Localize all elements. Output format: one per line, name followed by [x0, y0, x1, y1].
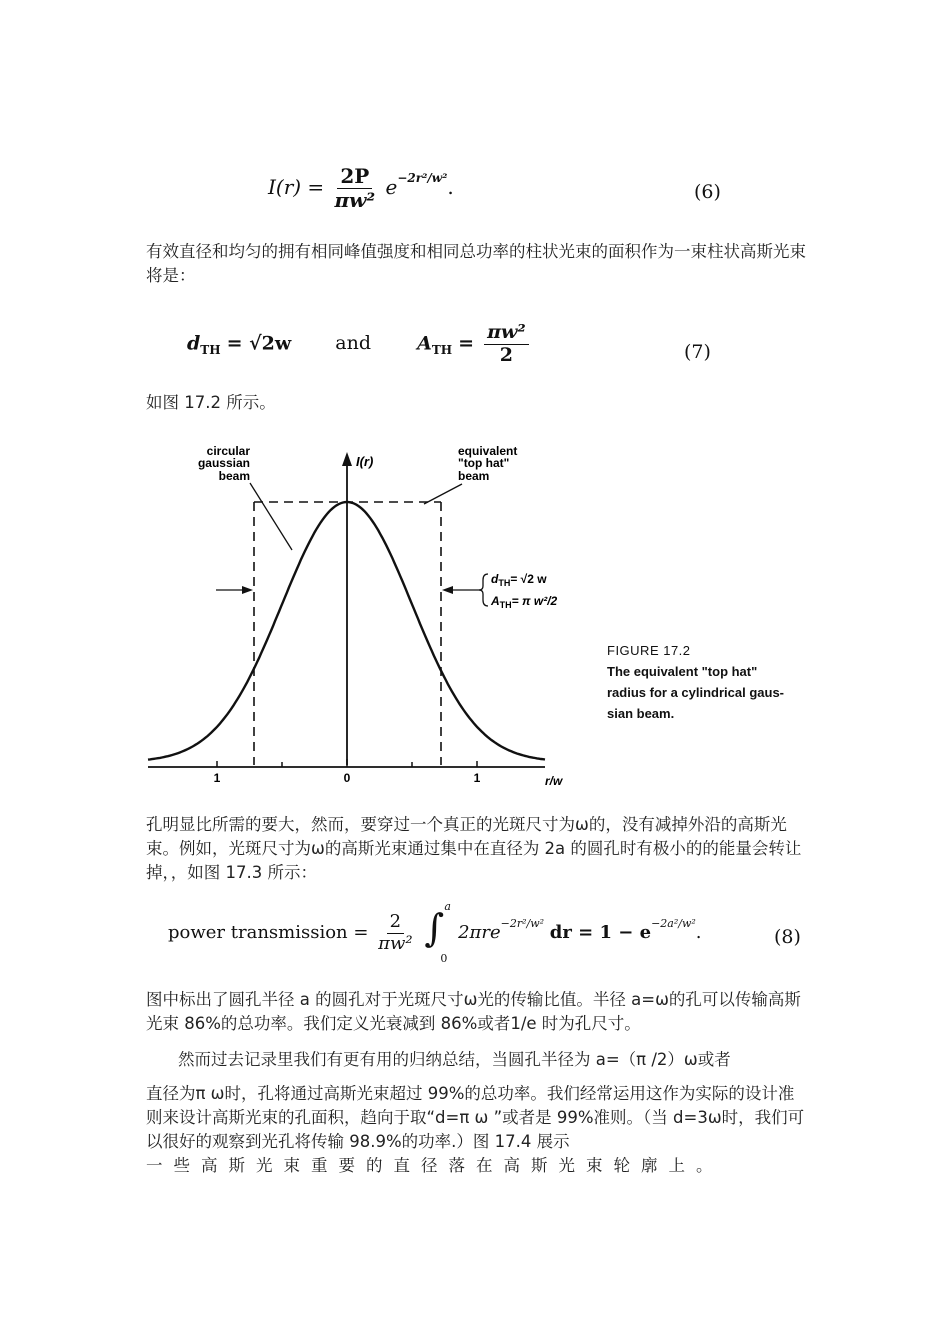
- paragraph-4: [146, 988, 808, 1036]
- eq8-lower: 0: [440, 952, 448, 965]
- eq6-lhs: I(r) =: [268, 175, 325, 199]
- gaussian-leader: [250, 483, 292, 550]
- tophat-leader: [424, 484, 462, 504]
- eq8-denominator: πw²: [378, 932, 413, 954]
- paragraph-3: [146, 813, 808, 885]
- width-arrowhead-right: [442, 586, 453, 594]
- eq6-number: (6): [694, 181, 721, 203]
- figure-caption: [607, 640, 837, 724]
- paragraph-1: [146, 240, 808, 288]
- eq7-d-sub: TH: [200, 343, 221, 358]
- eq7-numerator: πw²: [484, 323, 529, 345]
- eq7-fraction: [484, 323, 529, 366]
- eq7-d-rhs: = √2w: [226, 332, 292, 355]
- paragraph-2: [146, 391, 808, 415]
- eq8-lhs: power transmission =: [168, 922, 369, 943]
- gaussian-label-line1: circular: [206, 444, 250, 458]
- width-arrowhead-left: [242, 586, 253, 594]
- eq8-upper: a: [444, 900, 451, 913]
- paragraph-1-text: 有效直径和均匀的拥有相同峰值强度和相同总功率的柱状光束的面积作为一束柱状高斯光束将是：: [146, 242, 806, 285]
- eq7-denominator: 2: [499, 343, 514, 366]
- eq6-denominator: πw²: [334, 188, 376, 212]
- x-axis-label: r/w: [545, 774, 563, 785]
- paragraph-5-body: 直径为π ω时，孔将通过高斯光束超过 99%的总功率。我们经常运用这作为实际的设计准则来设计高斯光束的孔面积，趋向于取“d=π ω ”或者是 99%准则。（当 d=3ω时，我们可以很好的观察到光孔将传输 98.9%的功率.）图 17.4 展示: [146, 1084, 805, 1151]
- eq7-a-sub: TH: [431, 343, 453, 358]
- caption-line2: radius for a cylindrical gaus-: [607, 685, 784, 700]
- tophat-label-line3: beam: [458, 469, 490, 483]
- tick-label-right: 1: [473, 771, 481, 785]
- eq8-dr: dr = 1 − e: [549, 922, 652, 943]
- eq7-a-eq: =: [458, 332, 475, 355]
- y-axis-label: I(r): [356, 454, 374, 469]
- eq7-and: and: [335, 332, 372, 355]
- tophat-label-line2: "top hat": [458, 456, 510, 470]
- caption-line3: sian beam.: [607, 706, 675, 721]
- paragraph-2-text: 如图 17.2 所示。: [146, 393, 276, 412]
- eq6-exponent: −2r²/w²: [397, 171, 448, 186]
- annotation-ath: $A_{TH}= \pi$ w²/2: [491, 594, 558, 610]
- eq8-exp2: −2a²/w²: [651, 917, 696, 930]
- caption-line1: The equivalent "top hat": [607, 664, 758, 679]
- y-axis-arrow: [342, 452, 352, 466]
- eq6-numerator: 2P: [337, 166, 372, 189]
- annotation-dth: $d_{TH}= √2$ w: [491, 572, 547, 588]
- paragraph-5-last: 一些高斯光束重要的直径落在高斯光束轮廓上。: [146, 1156, 724, 1175]
- gaussian-label-line2: gaussian: [197, 456, 250, 470]
- eq8-integral-wrap: [422, 900, 452, 965]
- eq8-exp1: −2r²/w²: [500, 917, 545, 930]
- eq7-number: (7): [684, 341, 711, 363]
- paragraph-4-text: 图中标出了圆孔半径 a 的圆孔对于光斑尺寸ω光的传输比值。半径 a=ω的孔可以传输高斯光束 86%的总功率。我们定义光衰减到 86%或者1/e 时为孔尺寸。: [146, 990, 801, 1033]
- paragraph-5: [146, 1048, 808, 1178]
- equation-8: [168, 900, 702, 965]
- annotation-brace: [479, 574, 488, 606]
- gaussian-label-line3: beam: [218, 469, 250, 483]
- eq6-fraction: [335, 166, 376, 211]
- caption-label: FIGURE 17.2: [607, 643, 691, 658]
- eq8-numerator: 2: [387, 913, 404, 934]
- paragraph-5-line1: 然而过去记录里我们有更有用的归纳总结，当圆孔半径为 a=（π /2）ω或者: [178, 1050, 731, 1069]
- equation-7: [187, 323, 533, 366]
- tick-label-left: 1: [213, 771, 221, 785]
- eq7-a-label: A: [417, 332, 432, 355]
- equation-6: [268, 166, 454, 211]
- eq8-number: (8): [774, 926, 801, 948]
- eq7-d-label: d: [187, 332, 201, 355]
- eq8-integrand: 2πre: [458, 922, 501, 943]
- tophat-label-line1: equivalent: [458, 444, 518, 458]
- tick-label-center: 0: [343, 771, 351, 785]
- eq6-exp-base: e: [385, 175, 398, 199]
- eq6-period: .: [447, 175, 454, 199]
- eq8-fraction: [378, 910, 413, 954]
- figure-17-2: [140, 440, 580, 785]
- eq8-period: .: [695, 922, 702, 943]
- paragraph-3-text: 孔明显比所需的要大，然而，要穿过一个真正的光斑尺寸为ω的，没有减掉外沿的高斯光束。例如，光斑尺寸为ω的高斯光束通过集中在直径为 2a 的圆孔时有极小的的能量会转让掉，，如图 17.3 所示：: [146, 815, 802, 882]
- eq8-integral: ∫: [424, 906, 445, 950]
